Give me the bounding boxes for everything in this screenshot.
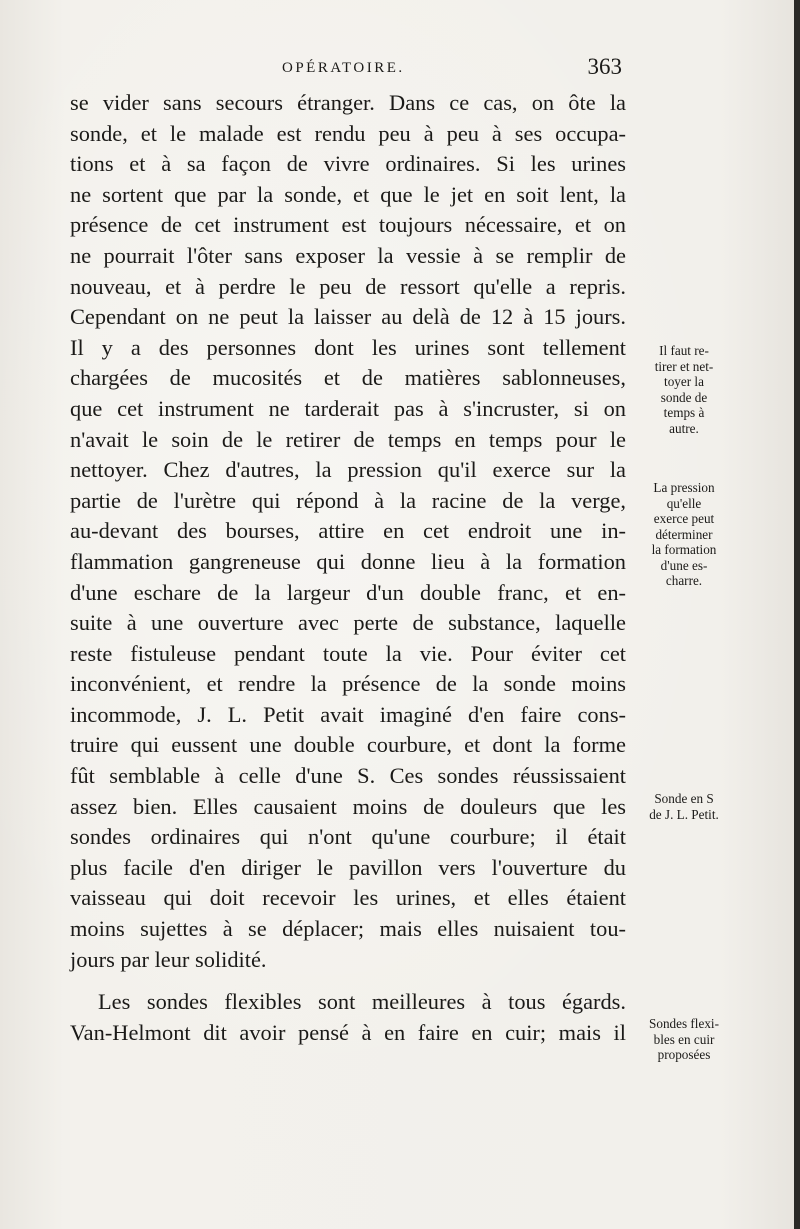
note-line: Il faut re- <box>659 343 709 358</box>
text-line: fût semblable à celle d'une S. Ces sondes réussissaient <box>70 763 626 789</box>
text-line: inconvénient, et rendre la présence de la sonde moins <box>70 671 626 697</box>
text-line: présence de cet instrument est toujours nécessaire, et on <box>70 212 626 238</box>
note-line: autre. <box>669 420 699 436</box>
margin-note-pressure <box>630 480 738 589</box>
text-line: sondes ordinaires qui n'ont qu'une courbure; il était <box>70 824 626 850</box>
text-line: Les sondes flexibles sont meilleures à tous égards. <box>98 989 626 1015</box>
text-line: incommode, J. L. Petit avait imaginé d'en faire cons- <box>70 701 626 727</box>
margin-note-flexible-sondes <box>630 1016 738 1063</box>
note-line: Sondes flexi- <box>649 1016 719 1031</box>
text-line: partie de l'urètre qui répond à la racine de la verge, <box>70 487 626 513</box>
text-line: vaisseau qui doit recevoir les urines, et elles étaient <box>70 885 626 911</box>
note-line: bles en cuir <box>653 1031 715 1047</box>
text-line: que cet instrument ne tarderait pas à s'incruster, si on <box>70 395 626 421</box>
text-line: d'une eschare de la largeur d'un double franc, et en- <box>70 579 626 605</box>
note-line: tirer et net- <box>654 358 714 374</box>
paragraph-gap <box>70 975 626 987</box>
text-line: nouveau, et à perdre le peu de ressort qu'elle a repris. <box>70 273 626 299</box>
text-line: nettoyer. Chez d'autres, la pression qu'il exerce sur la <box>70 457 626 483</box>
text-line: reste fistuleuse pendant toute la vie. Pour éviter cet <box>70 640 626 666</box>
note-line: de J. L. Petit. <box>649 806 719 822</box>
note-line: Sonde en S <box>654 791 714 806</box>
margin-note-s-sonde <box>630 791 738 822</box>
text-line: ne sortent que par la sonde, et que le jet en soit lent, la <box>70 181 626 207</box>
body-text <box>70 88 626 1048</box>
page-header <box>70 54 622 84</box>
text-line: chargées de mucosités et de matières sablonneuses, <box>70 365 626 391</box>
note-line: proposées <box>657 1047 711 1062</box>
text-line: ne pourrait l'ôter sans exposer la vessie à se remplir de <box>70 242 626 268</box>
page-edge-shadow <box>794 0 800 1229</box>
text-line: assez bien. Elles causaient moins de douleurs que les <box>70 793 626 819</box>
note-line: sonde de <box>660 389 708 405</box>
text-line: Il y a des personnes dont les urines sont tellement <box>70 334 626 360</box>
note-line: La pression <box>653 480 715 495</box>
text-line: au-devant des bourses, attire en cet endroit une in- <box>70 518 626 544</box>
note-line: toyer la <box>664 374 704 389</box>
note-line: d'une es- <box>660 557 708 573</box>
text-line: moins sujettes à se déplacer; mais elles nuisaient tou- <box>70 916 626 942</box>
text-line: se vider sans secours étranger. Dans ce cas, on ôte la <box>70 90 626 115</box>
margin-note-clean-sonde <box>630 343 738 436</box>
text-line: sonde, et le malade est rendu peu à peu à ses occupa- <box>70 120 626 146</box>
running-title: OPÉRATOIRE. <box>282 60 405 76</box>
note-line: exerce peut <box>653 511 715 526</box>
text-line: n'avait le soin de le retirer de temps en temps pour le <box>70 426 626 452</box>
text-line: flammation gangreneuse qui donne lieu à la formation <box>70 548 626 574</box>
text-line: suite à une ouverture avec perte de substance, laquelle <box>70 610 626 636</box>
paragraph-1 <box>70 88 626 975</box>
note-line: charre. <box>665 573 703 588</box>
text-line: Cependant on ne peut la laisser au delà de 12 à 15 jours. <box>70 304 626 330</box>
note-line: déterminer <box>655 526 713 542</box>
text-line: jours par leur solidité. <box>70 946 267 972</box>
paragraph-2 <box>70 987 626 1048</box>
text-line: Van-Helmont dit avoir pensé à en faire en cuir; mais il <box>70 1019 626 1045</box>
text-line: plus facile d'en diriger le pavillon vers l'ouverture du <box>70 854 626 880</box>
text-line: tions et à sa façon de vivre ordinaires. Si les urines <box>70 151 626 177</box>
text-line: truire qui eussent une double courbure, et dont la forme <box>70 732 626 758</box>
page-number: 363 <box>587 54 622 79</box>
note-line: la formation <box>651 542 717 557</box>
note-line: temps à <box>663 405 705 420</box>
note-line: qu'elle <box>666 495 702 511</box>
